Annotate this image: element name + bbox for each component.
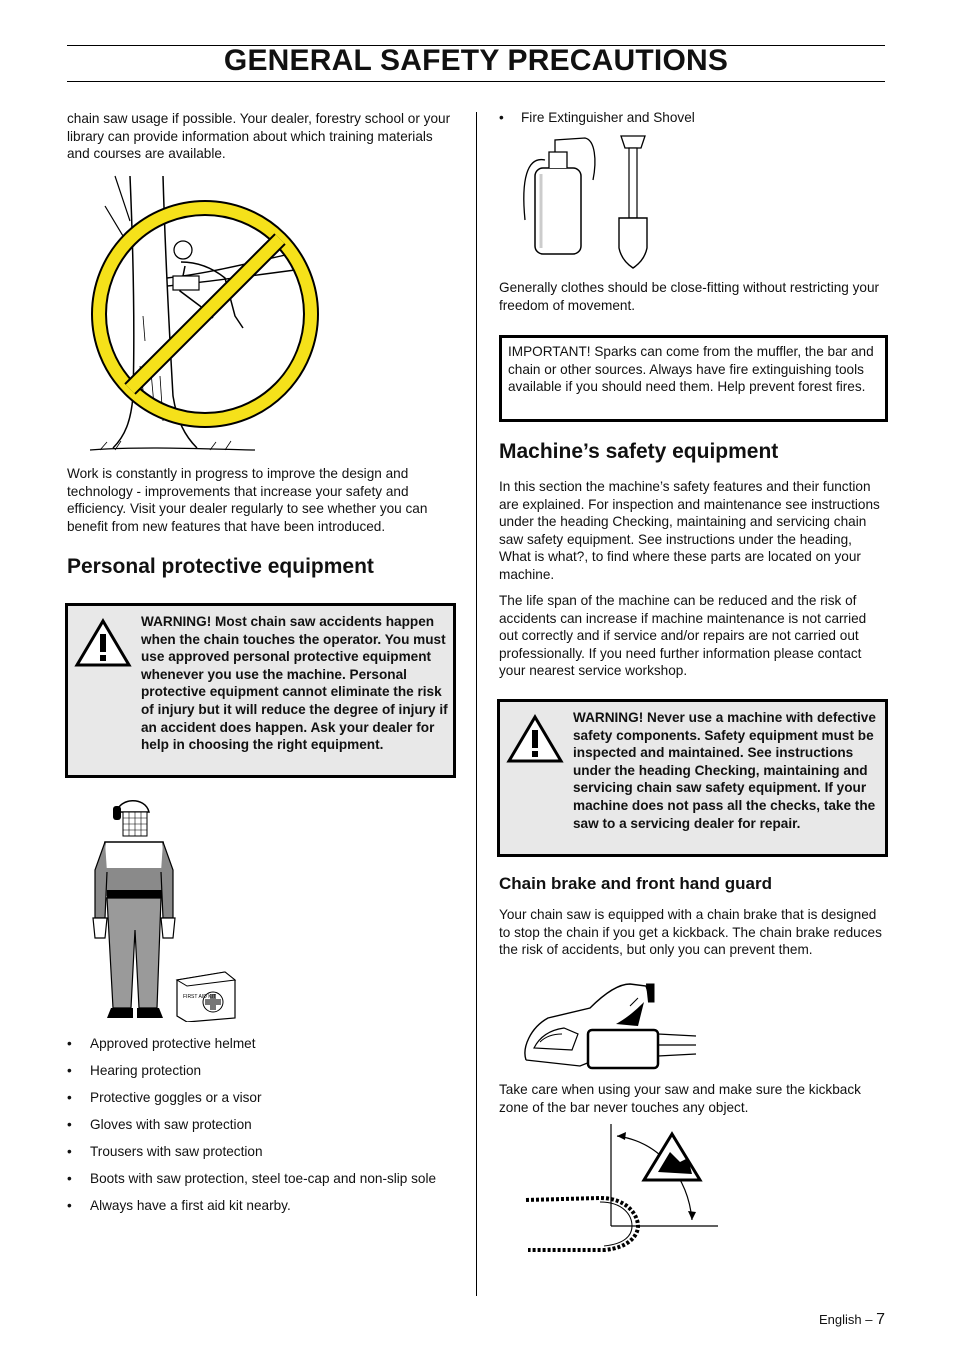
chain-brake-heading: Chain brake and front hand guard (499, 874, 772, 893)
kickback-warning-icon (644, 1134, 700, 1180)
first-aid-kit-icon (177, 972, 235, 1022)
machine-warning-text: WARNING! Never use a machine with defective safety components. Safety equipment must be inspected and maintained. See instructions under the heading Checking, maintaining and servicing chain saw safety equipment. If your machine does not pass all the checks, take the saw to a servicing dealer for repair. (573, 710, 876, 831)
ppe-heading: Personal protective equipment (67, 555, 374, 578)
machine-safety-paragraph-2: The life span of the machine can be reduced and the risk of accidents can increase if machine maintenance is not carried out correctly and if service and/or repairs are not carried out professionally. If you need further information please contact your nearest service workshop. (499, 593, 867, 678)
list-item: • Hearing protection (67, 1062, 436, 1089)
important-note-text: IMPORTANT! Sparks can come from the muffler, the bar and chain or other sources. Always have fire extinguishing tools available if you should need them. Help prevent forest fires. (508, 344, 874, 394)
kickback-zone-illustration (520, 1122, 720, 1257)
footer-separator: – (865, 1312, 873, 1327)
fire-extinguisher-icon (524, 138, 595, 254)
warning-triangle-icon (506, 714, 564, 764)
intro-paragraph: chain saw usage if possible. Your dealer, forestry school or your library can provide information about which training materials and courses are available. (67, 111, 451, 161)
svg-text:FIRST AID KIT: FIRST AID KIT (183, 994, 216, 1000)
clothes-paragraph: Generally clothes should be close-fitting without restricting your freedom of movement. (499, 280, 880, 313)
important-note-box (499, 335, 888, 422)
machine-safety-heading: Machine’s safety equipment (499, 440, 779, 463)
ppe-list (67, 1035, 436, 1224)
list-item: • Approved protective helmet (67, 1035, 436, 1062)
list-item: • Trousers with saw protection (67, 1143, 436, 1170)
list-item: • Boots with saw protection, steel toe-cap and non-slip sole (67, 1170, 436, 1197)
fire-extinguisher-shovel-illustration (515, 130, 665, 270)
page-footer (819, 1311, 885, 1329)
machine-safety-paragraph-1: In this section the machine’s safety features and their function are explained. For inspection and maintenance see instructions under the heading Checking, maintaining and servicing chain saw safety equipment. See instructions under the heading, What is what?, to find where these parts are located on your machine. (499, 479, 880, 582)
list-item: • Gloves with saw protection (67, 1116, 436, 1143)
chain-brake-paragraph: Your chain saw is equipped with a chain brake that is designed to stop the chain if you get a kickback. The chain brake reduces the risk of accidents, but only you can prevent them. (499, 907, 882, 957)
ppe-warning-text: WARNING! Most chain saw accidents happen when the chain touches the operator. You must use approved personal protective equipment whenever you use the machine. Personal protective equipment cannot eliminate the risk of injury but it will reduce the degree of injury if an accident does happen. Ask your dealer for help in choosing the right equipment. (141, 614, 448, 753)
column-divider (476, 112, 477, 1296)
list-item: • Always have a first aid kit nearby. (67, 1197, 436, 1224)
header-rule-bottom (67, 81, 885, 82)
kickback-paragraph: Take care when using your saw and make sure the kickback zone of the bar never touches any object. (499, 1082, 861, 1115)
fire-equipment-label: Fire Extinguisher and Shovel (521, 110, 695, 125)
ppe-warning-box (65, 603, 456, 778)
page-title: GENERAL SAFETY PRECAUTIONS (223, 44, 729, 77)
shovel-icon (619, 136, 647, 268)
improvement-paragraph: Work is constantly in progress to improve the design and technology - improvements that increase your safety and efficiency. Visit your dealer regularly to see whether you can benefit from new features that have been introduced. (67, 466, 428, 534)
chain-brake-illustration (520, 978, 700, 1073)
warning-triangle-icon (74, 618, 132, 668)
footer-language: English (818, 1312, 862, 1327)
list-item: • Protective goggles or a visor (67, 1089, 436, 1116)
protective-equipment-illustration (85, 790, 245, 1022)
machine-warning-box (497, 699, 888, 857)
page-number: 7 (876, 1311, 885, 1328)
no-tree-climbing-illustration (85, 166, 325, 456)
